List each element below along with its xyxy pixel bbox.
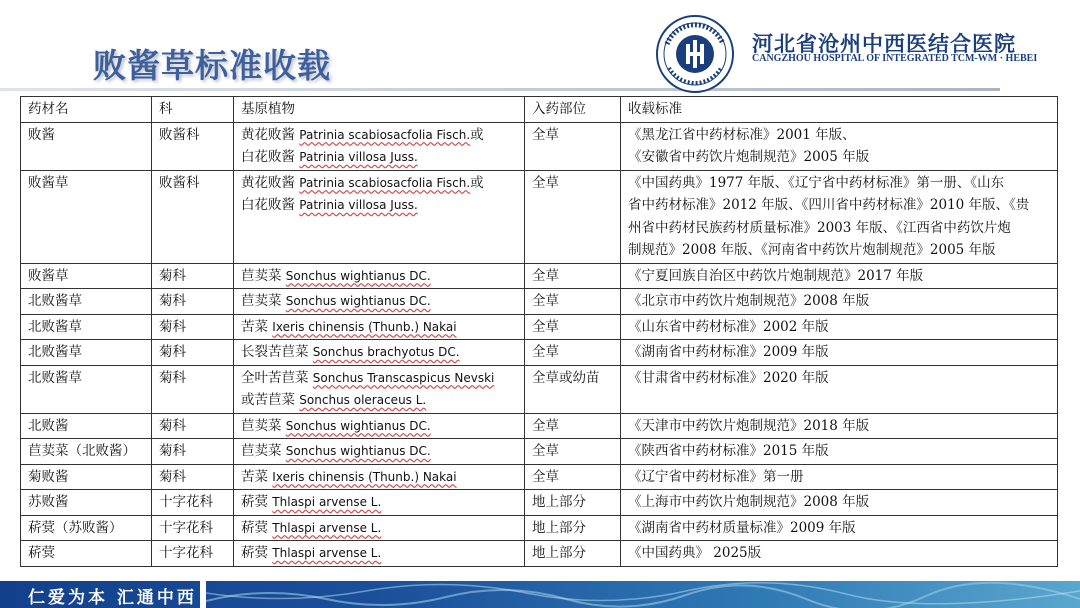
cell-standard [621,170,1058,263]
plant-latin-name: Thlaspi arvense L. [272,495,382,509]
plant-latin-name: Patrinia scabiosacfolia Fisch. [299,175,471,190]
cell-name: 败酱草 [21,170,152,263]
plant-line [241,290,517,313]
plant-chinese-name: 白花败酱 [241,197,300,213]
table-row [21,314,1058,340]
plant-chinese-name: 白花败酱 [241,149,300,165]
cell-standard [621,314,1058,340]
plant-latin-name: Sonchus wightianus DC. [285,294,431,308]
plant-chinese-name: 黄花败酱 [241,126,300,143]
cell-standard [621,464,1058,490]
hospital-name: 河北省沧州中西医结合医院 [752,31,1016,56]
cell-standard [621,413,1058,439]
plant-line [241,367,517,390]
cell-plant [234,515,525,541]
plant-line [241,415,517,438]
cell-family: 菊科 [152,439,234,465]
plant-latin-name: Ixeris chinensis (Thunb.) Nakai [272,319,457,334]
cell-part: 地上部分 [525,490,621,516]
plant-latin-name: Sonchus oleraceus L. [299,393,427,407]
cell-plant [234,122,525,170]
plant-latin-name: Sonchus wightianus DC. [285,444,431,458]
cell-standard [621,541,1058,567]
cell-part: 全草 [525,289,621,315]
cell-name: 苣荬菜（北败酱） [21,439,152,465]
table-header-row [21,97,1058,123]
plant-line [241,466,517,489]
plant-chinese-name: 苦菜 [241,318,273,335]
cell-plant [234,464,525,490]
plant-suffix: 或 [470,126,484,143]
plant-line [241,440,517,463]
standard-line: 《安徽省中药饮片炮制规范》2005 年版 [628,149,870,165]
table-row [21,122,1058,170]
cell-part: 全草 [525,340,621,366]
plant-latin-name: Patrinia villosa Juss. [299,150,418,164]
cell-standard [621,263,1058,289]
plant-chinese-name: 长裂苦苣菜 [241,344,313,360]
table-row [21,263,1058,289]
cell-part: 全草 [525,263,621,289]
cell-plant [234,413,525,439]
cell-plant [234,170,525,263]
cell-family: 菊科 [152,263,234,289]
hospital-english-name: CANGZHOU HOSPITAL OF INTEGRATED TCM-WM · HEBEI [752,53,1038,64]
cell-family: 菊科 [152,365,234,413]
cell-name: 菥蓂（苏败酱） [21,515,152,541]
cell-family: 菊科 [152,289,234,315]
standard-line: 《北京市中药饮片炮制规范》2008 年版 [628,293,870,309]
cell-plant [234,541,525,567]
table-row [21,541,1058,567]
cell-family: 十字花科 [152,541,234,567]
cell-part: 全草或幼苗 [525,365,621,413]
cell-plant [234,439,525,465]
cell-name: 北败酱 [21,413,152,439]
cell-part: 全草 [525,439,621,465]
cell-name: 菊败酱 [21,464,152,490]
standard-line: 《黑龙江省中药材标准》2001 年版、 [628,126,856,143]
table-row [21,515,1058,541]
cell-part: 地上部分 [525,515,621,541]
plant-chinese-name: 或苦苣菜 [241,392,300,408]
cell-part: 全草 [525,170,621,263]
cell-family: 菊科 [152,464,234,490]
table-row [21,170,1058,263]
plant-line [241,265,517,288]
plant-line [241,172,517,195]
plant-line [241,341,517,364]
standards-table [20,96,1058,567]
plant-suffix: 或 [470,174,484,191]
plant-latin-name: Thlaspi arvense L. [272,520,382,535]
plant-latin-name: Patrinia scabiosacfolia Fisch. [299,127,471,142]
plant-latin-name: Sonchus wightianus DC. [285,418,431,433]
cell-standard [621,340,1058,366]
plant-latin-name: Thlaspi arvense L. [272,546,382,560]
standard-line: 省中药材标准》2012 年版、《四川省中药材标准》2010 年版、《贵 [628,197,1030,213]
cell-name: 北败酱草 [21,289,152,315]
cell-name: 败酱草 [21,263,152,289]
plant-chinese-name: 菥蓂 [241,545,273,561]
cell-name: 北败酱草 [21,314,152,340]
cell-plant [234,263,525,289]
cell-family: 菊科 [152,314,234,340]
cell-standard [621,490,1058,516]
plant-chinese-name: 黄花败酱 [241,174,300,191]
standard-line: 制规范》2008 年版、《河南省中药饮片炮制规范》2005 年版 [628,242,996,258]
standard-line: 《甘肃省中药材标准》2020 年版 [628,369,829,386]
plant-latin-name: Ixeris chinensis (Thunb.) Nakai [272,469,457,484]
cell-part: 全草 [525,122,621,170]
cell-part: 全草 [525,464,621,490]
standard-line: 《湖南省中药材质量标准》2009 年版 [628,519,856,536]
cell-part: 地上部分 [525,541,621,567]
header-cell: 入药部位 [525,97,621,123]
cell-family: 菊科 [152,413,234,439]
cell-plant [234,365,525,413]
plant-chinese-name: 苣荬菜 [241,293,286,309]
cell-name: 苏败酱 [21,490,152,516]
plant-chinese-name: 菥蓂 [241,519,273,536]
table-body [21,122,1058,566]
cell-family: 败酱科 [152,122,234,170]
table-row [21,289,1058,315]
plant-line [241,517,517,540]
standard-line: 《陕西省中药材标准》2015 年版 [628,443,829,459]
plant-chinese-name: 菥蓂 [241,494,273,510]
table-row [21,365,1058,413]
cell-family: 败酱科 [152,170,234,263]
cell-plant [234,340,525,366]
table-row [21,439,1058,465]
cell-plant [234,314,525,340]
plant-latin-name: Sonchus wightianus DC. [285,268,431,283]
plant-chinese-name: 苣荬菜 [241,267,286,284]
cell-standard [621,515,1058,541]
cell-standard [621,289,1058,315]
standard-line: 《中国药典》 2025版 [628,545,762,561]
cell-standard [621,365,1058,413]
standard-line: 《上海市中药饮片炮制规范》2008 年版 [628,494,870,510]
cell-name: 北败酱草 [21,365,152,413]
header-cell: 收载标准 [621,97,1058,123]
table-row [21,464,1058,490]
plant-line [241,124,517,147]
cell-name: 北败酱草 [21,340,152,366]
plant-line [241,542,517,565]
plant-chinese-name: 苣荬菜 [241,417,286,434]
cell-standard [621,122,1058,170]
plant-latin-name: Sonchus brachyotus DC. [312,345,460,359]
plant-line [241,194,517,217]
plant-line [241,316,517,339]
plant-chinese-name: 全叶苦苣菜 [241,369,313,386]
standard-line: 《天津市中药饮片炮制规范》2018 年版 [628,417,870,434]
title-underline [0,88,1000,91]
cell-part: 全草 [525,314,621,340]
header-cell: 基原植物 [234,97,525,123]
cell-family: 十字花科 [152,490,234,516]
cell-family: 十字花科 [152,515,234,541]
table-row [21,490,1058,516]
cell-family: 菊科 [152,340,234,366]
plant-line [241,491,517,514]
header-cell: 科 [152,97,234,123]
footer-wave-decoration [206,581,1080,608]
hospital-logo-icon [655,14,735,94]
table-row [21,340,1058,366]
plant-line [241,146,517,169]
header-cell: 药材名 [21,97,152,123]
plant-latin-name: Patrinia villosa Juss. [299,198,418,212]
standard-line: 《辽宁省中药材标准》第一册 [628,468,804,485]
standard-line: 《中国药典》1977 年版、《辽宁省中药材标准》第一册、《山东 [628,174,1005,191]
page-title: 败酱草标准收载 [93,46,331,85]
cell-name: 菥蓂 [21,541,152,567]
cell-standard [621,439,1058,465]
table-row [21,413,1058,439]
cell-part: 全草 [525,413,621,439]
footer-motto: 仁爱为本 汇通中西 [28,588,197,608]
standard-line: 州省中药材民族药材质量标准》2003 年版、《江西省中药饮片炮 [628,219,1011,236]
standard-line: 《山东省中药材标准》2002 年版 [628,318,829,335]
standard-line: 《宁夏回族自治区中药饮片炮制规范》2017 年版 [628,267,924,284]
plant-line [241,389,517,412]
plant-latin-name: Sonchus Transcaspicus Nevski [312,370,495,385]
cell-plant [234,289,525,315]
plant-chinese-name: 苣荬菜 [241,443,286,459]
cell-plant [234,490,525,516]
plant-chinese-name: 苦菜 [241,468,273,485]
cell-name: 败酱 [21,122,152,170]
standard-line: 《湖南省中药材标准》2009 年版 [628,344,829,360]
